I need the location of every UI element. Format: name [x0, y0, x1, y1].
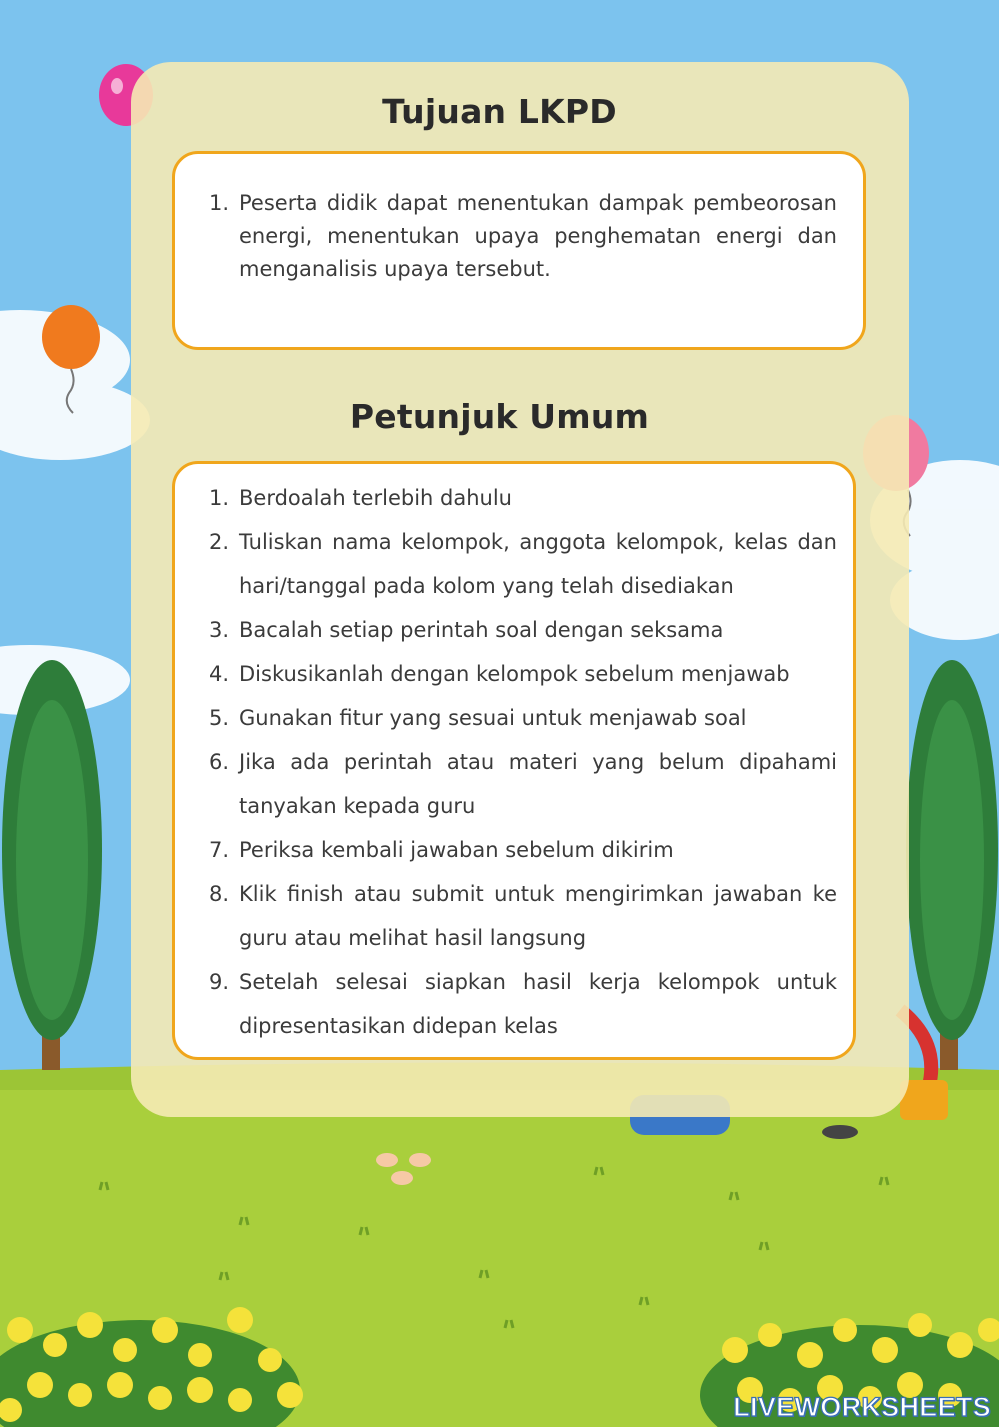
item-number: 6. — [209, 750, 230, 774]
item-text: Setelah selesai siapkan hasil kerja kelompok untuk dipresentasikan didepan kelas — [239, 970, 837, 1038]
list-item — [209, 960, 837, 1048]
item-text: Jika ada perintah atau materi yang belum dipahami tanyakan kepada guru — [239, 750, 837, 818]
list-item — [209, 740, 837, 828]
item-number: 7. — [209, 838, 230, 862]
list-item — [209, 520, 837, 608]
item-number: 8. — [209, 882, 230, 906]
list-item — [209, 187, 837, 286]
item-number: 9. — [209, 970, 230, 994]
item-number: 4. — [209, 662, 230, 686]
item-number: 5. — [209, 706, 230, 730]
list-item — [209, 872, 837, 960]
item-number: 1. — [209, 486, 230, 510]
item-text: Peserta didik dapat menentukan dampak pembeorosan energi, menentukan upaya penghematan energi dan menganalisis upaya tersebut. — [239, 191, 837, 281]
list-item — [209, 696, 837, 740]
tujuan-list — [209, 187, 837, 286]
petunjuk-title: Petunjuk Umum — [349, 397, 650, 436]
item-text: Diskusikanlah dengan kelompok sebelum menjawab — [239, 662, 790, 686]
item-text: Bacalah setiap perintah soal dengan seksama — [239, 618, 724, 642]
item-text: Periksa kembali jawaban sebelum dikirim — [239, 838, 674, 862]
tujuan-box — [172, 151, 866, 350]
petunjuk-list — [209, 476, 837, 1048]
list-item — [209, 476, 837, 520]
item-text: Gunakan fitur yang sesuai untuk menjawab soal — [239, 706, 747, 730]
petunjuk-box — [172, 461, 856, 1060]
item-text: Klik finish atau submit untuk mengirimkan jawaban ke guru atau melihat hasil langsung — [239, 882, 837, 950]
item-number: 1. — [209, 191, 230, 215]
item-text: Berdoalah terlebih dahulu — [239, 486, 512, 510]
list-item — [209, 652, 837, 696]
list-item — [209, 828, 837, 872]
list-item — [209, 608, 837, 652]
item-number: 3. — [209, 618, 230, 642]
tujuan-title: Tujuan LKPD — [382, 92, 617, 131]
liveworksheets-logo[interactable]: LIVEWORKSHEETS — [733, 1392, 991, 1422]
item-number: 2. — [209, 530, 230, 554]
item-text: Tuliskan nama kelompok, anggota kelompok, kelas dan hari/tanggal pada kolom yang telah disediakan — [239, 530, 837, 598]
